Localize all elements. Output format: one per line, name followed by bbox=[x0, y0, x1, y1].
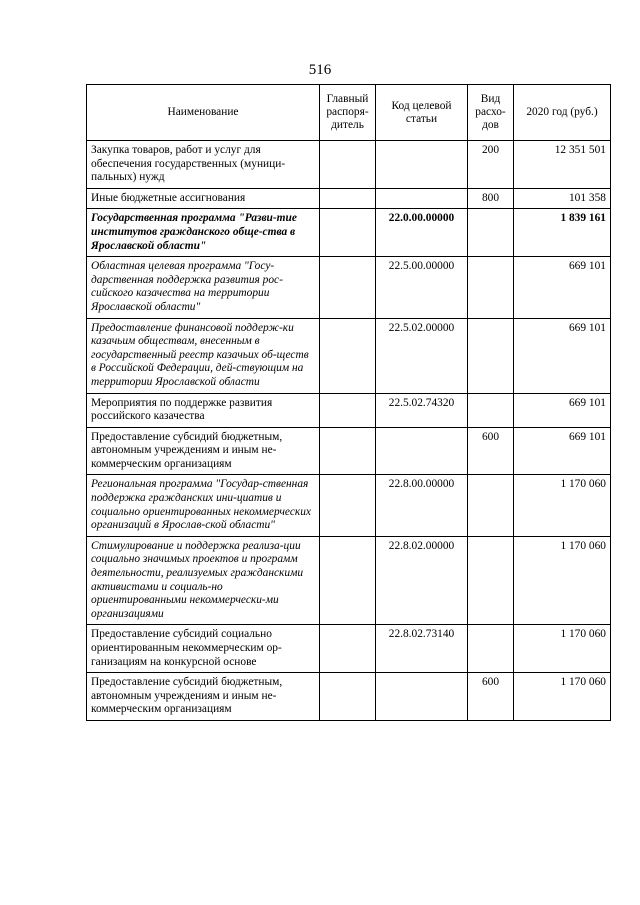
row-sum-cell: 1 170 060 bbox=[514, 625, 611, 673]
page-number: 516 bbox=[308, 62, 332, 78]
row-kind-cell: 800 bbox=[468, 188, 514, 209]
row-name-cell: Предоставление субсидий социально ориентированным некоммерческим ор-ганизациям на конкурсной основе bbox=[87, 625, 320, 673]
row-admin-cell bbox=[320, 209, 376, 257]
row-admin-cell bbox=[320, 475, 376, 536]
row-admin-cell bbox=[320, 427, 376, 475]
header-kind: Вид расхо-дов bbox=[468, 85, 514, 141]
table-row bbox=[87, 188, 611, 209]
row-code-cell: 22.5.02.00000 bbox=[376, 318, 468, 393]
row-code-cell: 22.5.00.00000 bbox=[376, 257, 468, 318]
budget-table bbox=[86, 84, 611, 721]
row-kind-cell bbox=[468, 536, 514, 625]
row-admin-cell bbox=[320, 536, 376, 625]
row-name-cell: Областная целевая программа "Госу-дарственная поддержка развития рос-сийского казачества на территории Ярославской области" bbox=[87, 257, 320, 318]
row-admin-cell bbox=[320, 141, 376, 189]
row-sum-cell: 101 358 bbox=[514, 188, 611, 209]
header-sum: 2020 год (руб.) bbox=[514, 85, 611, 141]
table-row bbox=[87, 673, 611, 721]
row-name-cell: Иные бюджетные ассигнования bbox=[87, 188, 320, 209]
row-name-cell: Региональная программа "Государ-ственная поддержка гражданских ини-циатив и социально ориентированных некоммерческих организаций в Ярослав-ской области" bbox=[87, 475, 320, 536]
table-header-row bbox=[87, 85, 611, 141]
table-row bbox=[87, 141, 611, 189]
row-name-cell: Государственная программа "Разви-тие институтов гражданского обще-ства в Ярославской области" bbox=[87, 209, 320, 257]
row-kind-cell bbox=[468, 475, 514, 536]
row-admin-cell bbox=[320, 318, 376, 393]
row-sum-cell: 1 170 060 bbox=[514, 475, 611, 536]
row-code-cell: 22.8.02.73140 bbox=[376, 625, 468, 673]
header-admin: Главный распоря-дитель bbox=[320, 85, 376, 141]
row-sum-cell: 669 101 bbox=[514, 393, 611, 427]
table-row bbox=[87, 257, 611, 318]
row-admin-cell bbox=[320, 188, 376, 209]
row-code-cell: 22.8.00.00000 bbox=[376, 475, 468, 536]
row-code-cell bbox=[376, 188, 468, 209]
header-code: Код целевой статьи bbox=[376, 85, 468, 141]
row-admin-cell bbox=[320, 673, 376, 721]
row-kind-cell: 600 bbox=[468, 427, 514, 475]
row-name-cell: Предоставление субсидий бюджетным, автономным учреждениям и иным не-коммерческим организациям bbox=[87, 427, 320, 475]
table-body bbox=[87, 141, 611, 721]
table-row bbox=[87, 318, 611, 393]
table-row bbox=[87, 475, 611, 536]
row-code-cell: 22.0.00.00000 bbox=[376, 209, 468, 257]
row-admin-cell bbox=[320, 625, 376, 673]
row-sum-cell: 1 170 060 bbox=[514, 536, 611, 625]
header-name: Наименование bbox=[87, 85, 320, 141]
table-row bbox=[87, 536, 611, 625]
row-code-cell: 22.5.02.74320 bbox=[376, 393, 468, 427]
row-kind-cell bbox=[468, 257, 514, 318]
row-name-cell: Закупка товаров, работ и услуг для обеспечения государственных (муници-пальных) нужд bbox=[87, 141, 320, 189]
row-kind-cell bbox=[468, 318, 514, 393]
row-name-cell: Предоставление финансовой поддерж-ки казачьим обществам, внесенным в государственный реестр казачьих об-ществ в Российской Федерации, дей-ствующим на территории Ярославской области bbox=[87, 318, 320, 393]
row-sum-cell: 12 351 501 bbox=[514, 141, 611, 189]
table-row bbox=[87, 427, 611, 475]
row-kind-cell: 600 bbox=[468, 673, 514, 721]
table-row bbox=[87, 625, 611, 673]
row-kind-cell bbox=[468, 393, 514, 427]
row-code-cell: 22.8.02.00000 bbox=[376, 536, 468, 625]
table-row bbox=[87, 209, 611, 257]
row-sum-cell: 669 101 bbox=[514, 427, 611, 475]
row-sum-cell: 1 839 161 bbox=[514, 209, 611, 257]
row-admin-cell bbox=[320, 257, 376, 318]
row-name-cell: Мероприятия по поддержке развития российского казачества bbox=[87, 393, 320, 427]
row-code-cell bbox=[376, 427, 468, 475]
row-kind-cell: 200 bbox=[468, 141, 514, 189]
row-code-cell bbox=[376, 141, 468, 189]
row-sum-cell: 1 170 060 bbox=[514, 673, 611, 721]
row-sum-cell: 669 101 bbox=[514, 318, 611, 393]
row-kind-cell bbox=[468, 625, 514, 673]
row-admin-cell bbox=[320, 393, 376, 427]
row-kind-cell bbox=[468, 209, 514, 257]
row-name-cell: Стимулирование и поддержка реализа-ции социально значимых проектов и программ деятельности, реализуемых гражданскими активистами и социаль-но ориентированными некоммерчески-ми организациями bbox=[87, 536, 320, 625]
table-row bbox=[87, 393, 611, 427]
row-sum-cell: 669 101 bbox=[514, 257, 611, 318]
row-name-cell: Предоставление субсидий бюджетным, автономным учреждениям и иным не-коммерческим организациям bbox=[87, 673, 320, 721]
row-code-cell bbox=[376, 673, 468, 721]
